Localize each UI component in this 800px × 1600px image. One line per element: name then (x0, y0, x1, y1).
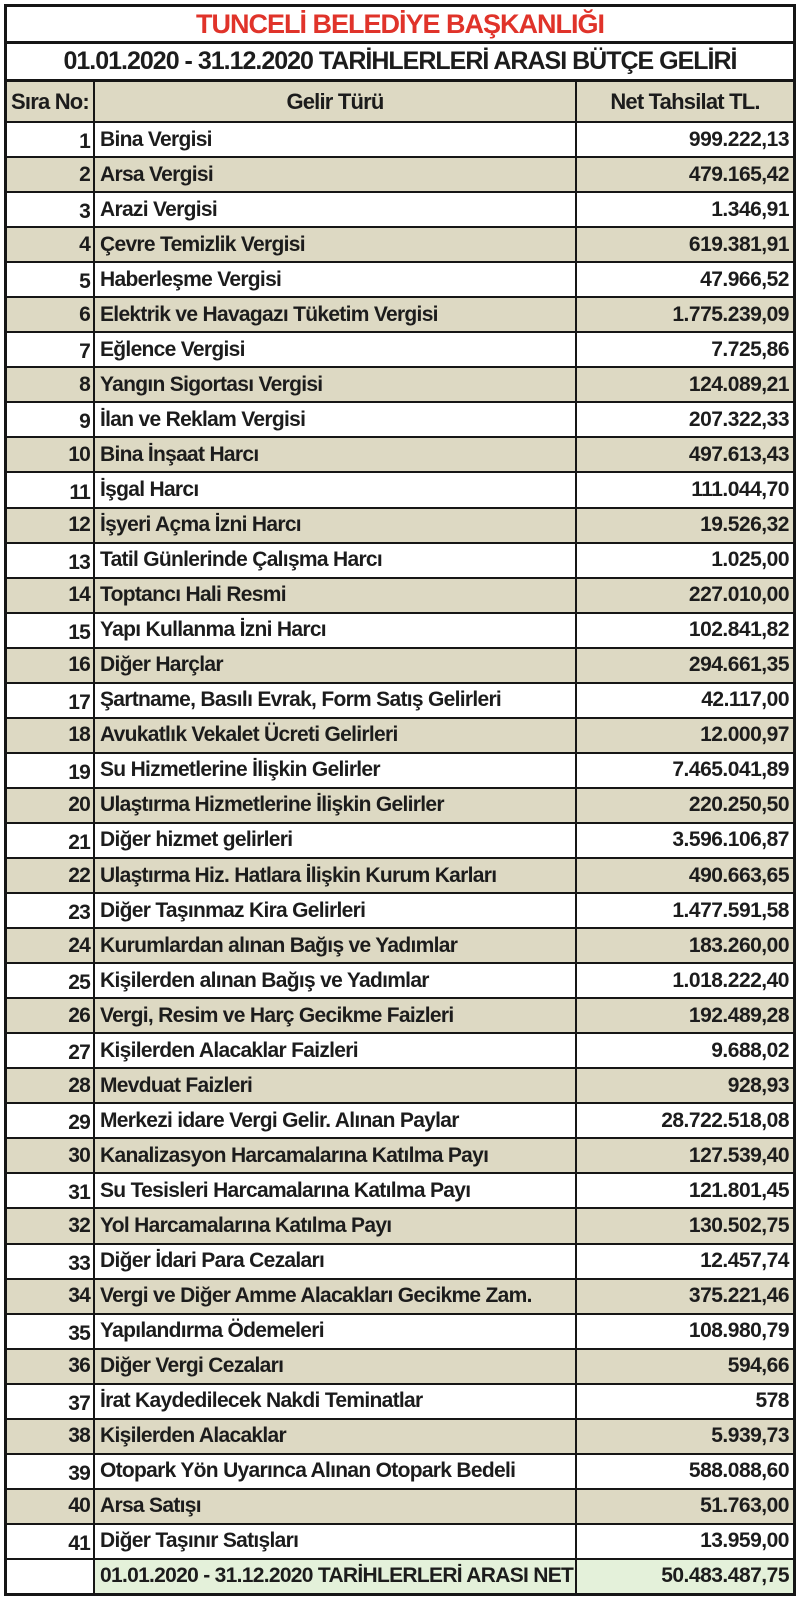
income-type: Merkezi idare Vergi Gelir. Alınan Paylar (95, 1104, 577, 1137)
income-type: İlan ve Reklam Vergisi (95, 403, 577, 436)
income-type: Mevduat Faizleri (95, 1069, 577, 1102)
income-type: Bina İnşaat Harcı (95, 438, 577, 471)
row-number: 11 (7, 473, 95, 506)
table-row (7, 193, 793, 228)
table-row (7, 1069, 793, 1104)
net-total-empty-cell (7, 1560, 95, 1593)
net-collection-amount: 1.346,91 (711, 197, 789, 221)
net-collection-amount: 619.381,91 (688, 232, 789, 256)
income-type: Elektrik ve Havagazı Tüketim Vergisi (95, 298, 577, 331)
row-number: 37 (7, 1385, 95, 1418)
table-row (7, 1245, 793, 1280)
table-row (7, 1034, 793, 1069)
column-header-row (7, 82, 793, 123)
income-type: Yapılandırma Ödemeleri (95, 1315, 577, 1348)
net-total-label: 01.01.2020 - 31.12.2020 TARİHLERLERİ ARASI NET (95, 1560, 577, 1593)
income-type: Kişilerden alınan Bağış ve Yadımlar (95, 964, 577, 997)
table-row (7, 964, 793, 999)
net-collection-amount: 578 (755, 1389, 789, 1413)
row-number: 28 (7, 1069, 95, 1102)
income-type: Otopark Yön Uyarınca Alınan Otopark Bedeli (95, 1455, 577, 1488)
net-collection-amount: 7.465.041,89 (672, 758, 789, 782)
row-number: 13 (7, 544, 95, 577)
title-row (7, 7, 793, 44)
row-number: 5 (7, 263, 95, 296)
table-row (7, 1280, 793, 1315)
income-type: Su Tesisleri Harcamalarına Katılma Payı (95, 1174, 577, 1207)
row-number: 2 (7, 158, 95, 191)
table-row (7, 789, 793, 824)
table-row (7, 438, 793, 473)
table-row (7, 1350, 793, 1385)
net-collection-amount: 124.089,21 (688, 372, 789, 396)
table-row (7, 579, 793, 614)
net-collection-amount: 111.044,70 (691, 477, 789, 501)
row-number: 10 (7, 438, 95, 471)
row-number: 17 (7, 684, 95, 717)
row-number: 29 (7, 1104, 95, 1137)
income-type: Diğer Taşınır Satışları (95, 1525, 577, 1558)
net-collection-amount: 999.222,13 (688, 127, 789, 151)
row-number: 39 (7, 1455, 95, 1488)
row-number: 40 (7, 1490, 95, 1523)
net-collection-amount: 928,93 (727, 1073, 789, 1097)
row-number: 8 (7, 368, 95, 401)
table-row (7, 754, 793, 789)
row-number: 19 (7, 754, 95, 787)
municipality-title: TUNCELİ BELEDİYE BAŞKANLIĞI (195, 8, 605, 39)
income-type: Şartname, Basılı Evrak, Form Satış Gelirleri (95, 684, 577, 717)
table-row (7, 1455, 793, 1490)
net-collection-amount: 12.457,74 (700, 1249, 789, 1273)
row-number: 33 (7, 1245, 95, 1278)
net-collection-amount: 130.502,75 (688, 1213, 789, 1237)
table-row (7, 1209, 793, 1244)
income-type: Avukatlık Vekalet Ücreti Gelirleri (95, 719, 577, 752)
net-total-value: 50.483.487,75 (577, 1560, 793, 1593)
income-type: Vergi, Resim ve Harç Gecikme Faizleri (95, 999, 577, 1032)
income-type: Arsa Vergisi (95, 158, 577, 191)
row-number: 30 (7, 1139, 95, 1172)
table-row (7, 158, 793, 193)
table-row (7, 824, 793, 859)
table-row (7, 1315, 793, 1350)
net-total-row (7, 1560, 793, 1593)
income-type: Tatil Günlerinde Çalışma Harcı (95, 544, 577, 577)
table-row (7, 614, 793, 649)
row-number: 31 (7, 1174, 95, 1207)
net-collection-amount: 42.117,00 (701, 688, 789, 712)
net-collection-amount: 1.018.222,40 (672, 968, 789, 992)
col-header-net-tahsilat: Net Tahsilat TL. (610, 88, 760, 114)
row-number: 7 (7, 333, 95, 366)
table-row (7, 719, 793, 754)
income-type: Bina Vergisi (95, 123, 577, 156)
net-collection-amount: 375.221,46 (688, 1284, 789, 1308)
net-collection-amount: 588.088,60 (688, 1459, 789, 1483)
row-number: 12 (7, 509, 95, 542)
table-row (7, 228, 793, 263)
row-number: 14 (7, 579, 95, 612)
table-row (7, 263, 793, 298)
income-type: Yangın Sigortası Vergisi (95, 368, 577, 401)
row-number: 23 (7, 894, 95, 927)
col-header-gelir-turu: Gelir Türü (95, 82, 577, 121)
net-collection-amount: 594,66 (727, 1354, 789, 1378)
income-type: Yapı Kullanma İzni Harcı (95, 614, 577, 647)
net-collection-amount: 227.010,00 (688, 583, 789, 607)
income-type: Kişilerden Alacaklar (95, 1420, 577, 1453)
income-type: Diğer Vergi Cezaları (95, 1350, 577, 1383)
row-number: 41 (7, 1525, 95, 1558)
income-type: Ulaştırma Hizmetlerine İlişkin Gelirler (95, 789, 577, 822)
income-type: Diğer hizmet gelirleri (95, 824, 577, 857)
table-row (7, 684, 793, 719)
income-type: Haberleşme Vergisi (95, 263, 577, 296)
table-row (7, 403, 793, 438)
row-number: 24 (7, 929, 95, 962)
row-number: 22 (7, 859, 95, 892)
income-type: Toptancı Hali Resmi (95, 579, 577, 612)
row-number: 25 (7, 964, 95, 997)
net-collection-amount: 121.801,45 (688, 1178, 789, 1202)
row-number: 20 (7, 789, 95, 822)
table-row (7, 509, 793, 544)
table-body (7, 123, 793, 1593)
income-type: İşyeri Açma İzni Harcı (95, 509, 577, 542)
net-collection-amount: 51.763,00 (700, 1494, 789, 1518)
income-type: İşgal Harcı (95, 473, 577, 506)
row-number: 9 (7, 403, 95, 436)
table-row (7, 1174, 793, 1209)
income-type: Arsa Satışı (95, 1490, 577, 1523)
row-number: 36 (7, 1350, 95, 1383)
subtitle-row (7, 44, 793, 82)
net-collection-amount: 479.165,42 (688, 162, 789, 186)
net-collection-amount: 47.966,52 (700, 267, 789, 291)
table-row (7, 544, 793, 579)
row-number: 3 (7, 193, 95, 226)
income-type: Yol Harcamalarına Katılma Payı (95, 1209, 577, 1242)
income-type: İrat Kaydedilecek Nakdi Teminatlar (95, 1385, 577, 1418)
table-row (7, 123, 793, 158)
report-period-subtitle: 01.01.2020 - 31.12.2020 TARİHLERLERİ ARASI BÜTÇE GELİRİ (63, 47, 737, 75)
table-row (7, 929, 793, 964)
income-type: Vergi ve Diğer Amme Alacakları Gecikme Zam. (95, 1280, 577, 1313)
income-type: Ulaştırma Hiz. Hatlara İlişkin Kurum Karları (95, 859, 577, 892)
net-collection-amount: 12.000,97 (700, 723, 789, 747)
table-row (7, 1420, 793, 1455)
table-row (7, 859, 793, 894)
net-collection-amount: 108.980,79 (688, 1319, 789, 1343)
net-collection-amount: 127.539,40 (688, 1143, 789, 1167)
net-collection-amount: 9.688,02 (711, 1038, 789, 1062)
net-collection-amount: 13.959,00 (700, 1529, 789, 1553)
table-row (7, 298, 793, 333)
row-number: 16 (7, 649, 95, 682)
income-type: Arazi Vergisi (95, 193, 577, 226)
net-collection-amount: 183.260,00 (688, 933, 789, 957)
row-number: 1 (7, 123, 95, 156)
net-collection-amount: 490.663,65 (688, 863, 789, 887)
table-row (7, 1385, 793, 1420)
row-number: 32 (7, 1209, 95, 1242)
net-collection-amount: 28.722.518,08 (661, 1108, 789, 1132)
row-number: 21 (7, 824, 95, 857)
net-collection-amount: 19.526,32 (700, 513, 789, 537)
row-number: 15 (7, 614, 95, 647)
table-row (7, 473, 793, 508)
table-row (7, 894, 793, 929)
row-number: 27 (7, 1034, 95, 1067)
income-type: Kişilerden Alacaklar Faizleri (95, 1034, 577, 1067)
row-number: 35 (7, 1315, 95, 1348)
table-row (7, 1490, 793, 1525)
net-collection-amount: 5.939,73 (711, 1424, 789, 1448)
row-number: 26 (7, 999, 95, 1032)
table-row (7, 368, 793, 403)
row-number: 34 (7, 1280, 95, 1313)
income-type: Su Hizmetlerine İlişkin Gelirler (95, 754, 577, 787)
table-row (7, 649, 793, 684)
table-row (7, 1139, 793, 1174)
row-number: 6 (7, 298, 95, 331)
row-number: 38 (7, 1420, 95, 1453)
income-type: Diğer İdari Para Cezaları (95, 1245, 577, 1278)
net-collection-amount: 1.477.591,58 (672, 898, 789, 922)
net-collection-amount: 7.725,86 (711, 337, 789, 361)
budget-income-sheet (4, 4, 796, 1596)
income-type: Diğer Harçlar (95, 649, 577, 682)
net-collection-amount: 1.025,00 (711, 548, 789, 572)
net-collection-amount: 102.841,82 (688, 618, 789, 642)
net-collection-amount: 294.661,35 (688, 653, 789, 677)
net-collection-amount: 1.775.239,09 (672, 302, 789, 326)
net-collection-amount: 220.250,50 (688, 793, 789, 817)
net-collection-amount: 497.613,43 (688, 442, 789, 466)
table-row (7, 333, 793, 368)
income-type: Kanalizasyon Harcamalarına Katılma Payı (95, 1139, 577, 1172)
row-number: 18 (7, 719, 95, 752)
row-number: 4 (7, 228, 95, 261)
table-row (7, 999, 793, 1034)
income-type: Diğer Taşınmaz Kira Gelirleri (95, 894, 577, 927)
income-type: Kurumlardan alınan Bağış ve Yadımlar (95, 929, 577, 962)
net-collection-amount: 3.596.106,87 (672, 828, 789, 852)
income-type: Çevre Temizlik Vergisi (95, 228, 577, 261)
table-row (7, 1525, 793, 1560)
table-row (7, 1104, 793, 1139)
net-collection-amount: 207.322,33 (688, 407, 789, 431)
net-collection-amount: 192.489,28 (688, 1003, 789, 1027)
col-header-sira-no: Sıra No: (7, 82, 95, 121)
income-type: Eğlence Vergisi (95, 333, 577, 366)
